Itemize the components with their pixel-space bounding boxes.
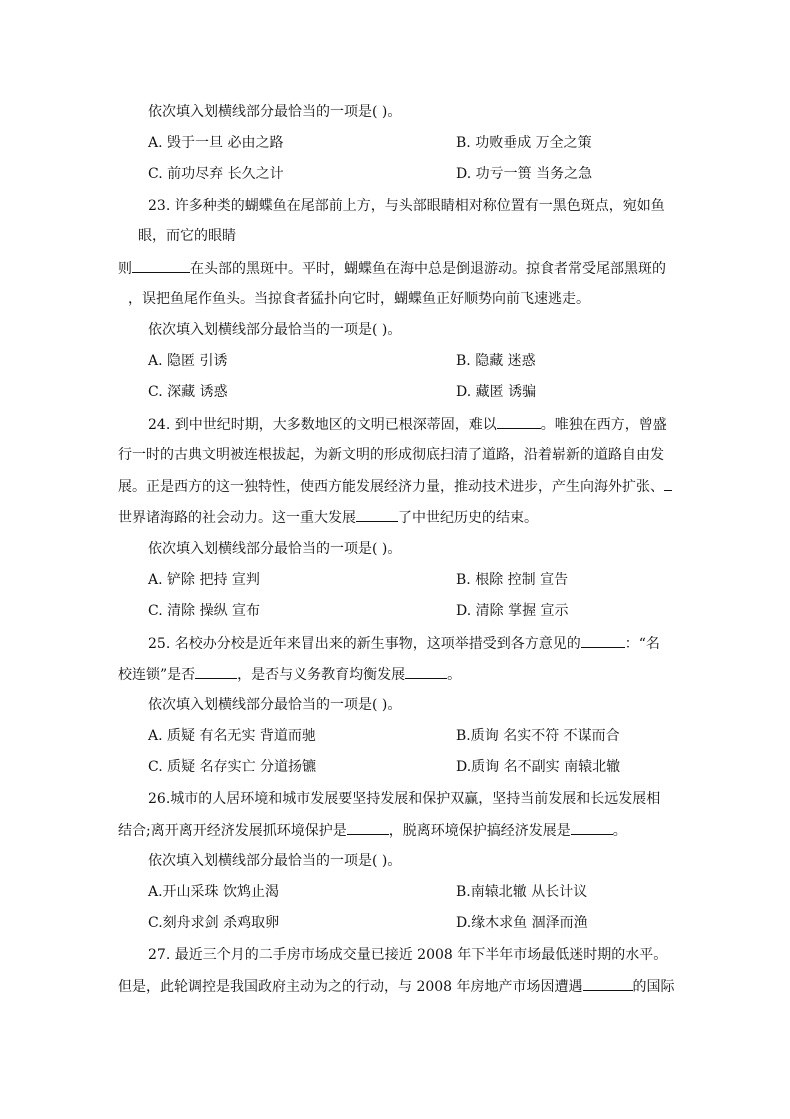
question-stem: 展。正是西方的这一独特性，使西方能发展经济力量，推动技术进步，产生向海外扩张、: [118, 476, 672, 497]
option-d: D. 功亏一篑 当务之急: [456, 166, 593, 182]
blank-line: [405, 664, 447, 679]
option-a: A. 毁于一旦 必由之路: [148, 135, 284, 151]
question-stem: 则 在头部的黑斑中。平时，蝴蝶鱼在海中总是倒退游动。掠食者常受尾部黑斑的: [118, 258, 666, 279]
blank-line: [583, 976, 633, 991]
blank-line: [356, 507, 398, 522]
blank-line: [132, 258, 190, 273]
option-b: B. 功败垂成 万全之策: [456, 135, 592, 151]
option-d: D. 清除 掌握 宣示: [456, 603, 569, 619]
option-a: A. 质疑 有名无实 背道而驰: [148, 728, 316, 744]
option-a: A.开山采珠 饮鸩止渴: [148, 884, 280, 900]
option-d: D. 藏匿 诱骗: [456, 384, 537, 400]
question-prompt: 依次填入划横线部分最恰当的一项是( )。: [148, 322, 402, 338]
option-a: A. 隐匿 引诱: [148, 353, 228, 369]
question-stem: 25. 名校办分校是近年来冒出来的新生事物，这项举措受到各方意见的 ：“名: [148, 633, 660, 654]
question-prompt: 依次填入划横线部分最恰当的一项是( )。: [148, 104, 402, 120]
question-stem: 眼，而它的眼睛: [138, 228, 236, 244]
blank-line: [571, 820, 613, 835]
option-a: A. 铲除 把持 宣判: [148, 572, 260, 588]
option-c: C. 深藏 诱惑: [148, 384, 228, 400]
option-d: D.质询 名不副实 南辕北辙: [456, 759, 621, 775]
blank-line: [497, 414, 541, 429]
option-b: B. 根除 控制 宣告: [456, 572, 569, 588]
blank-line: [347, 820, 389, 835]
blank-line: [195, 664, 237, 679]
question-stem: 结合;离开离开经济发展抓环境保护是 ，脱离环境保护搞经济发展是 。: [118, 820, 627, 841]
option-b: B.质询 名实不符 不谋而合: [456, 728, 620, 744]
option-b: B. 隐藏 迷惑: [456, 353, 536, 369]
question-prompt: 依次填入划横线部分最恰当的一项是( )。: [148, 541, 402, 557]
question-stem: ，误把鱼尾作鱼头。当掠食者猛扑向它时，蝴蝶鱼正好顺势向前飞速逃走。: [128, 291, 590, 307]
blank-line: [664, 476, 672, 491]
question-stem: 校连锁”是否 ，是否与义务教育均衡发展 。: [118, 664, 461, 685]
question-prompt: 依次填入划横线部分最恰当的一项是( )。: [148, 853, 402, 869]
option-c: C.刻舟求剑 杀鸡取卵: [148, 915, 280, 931]
question-stem: 行一时的古典文明被连根拔起，为新文明的形成彻底扫清了道路，沿着崭新的道路自由发: [118, 447, 664, 463]
question-stem: 27. 最近三个月的二手房市场成交量已接近 2008 年下半年市场最低迷时期的水平。: [148, 947, 668, 963]
option-c: C. 清除 操纵 宣布: [148, 603, 261, 619]
option-b: B.南辕北辙 从长计议: [456, 884, 588, 900]
option-d: D.缘木求鱼 涸泽而渔: [456, 915, 588, 931]
option-c: C. 前功尽弃 长久之计: [148, 166, 284, 182]
question-prompt: 依次填入划横线部分最恰当的一项是( )。: [148, 697, 402, 713]
question-stem: 24. 到中世纪时期，大多数地区的文明已根深蒂固，难以 。唯独在西方，曾盛: [148, 414, 667, 435]
question-stem: 26.城市的人居环境和城市发展要坚持发展和保护双赢，坚持当前发展和长远发展相: [148, 791, 661, 807]
question-stem: 但是，此轮调控是我国政府主动为之的行动，与 2008 年房地产市场因遭遇 的国际: [118, 976, 675, 997]
blank-line: [581, 633, 625, 648]
option-c: C. 质疑 名存实亡 分道扬镳: [148, 759, 317, 775]
question-stem: 23. 许多种类的蝴蝶鱼在尾部前上方，与头部眼睛相对称位置有一黑色斑点，宛如鱼: [148, 198, 665, 214]
question-stem: 世界诸海路的社会动力。这一重大发展 了中世纪历史的结束。: [118, 507, 538, 528]
